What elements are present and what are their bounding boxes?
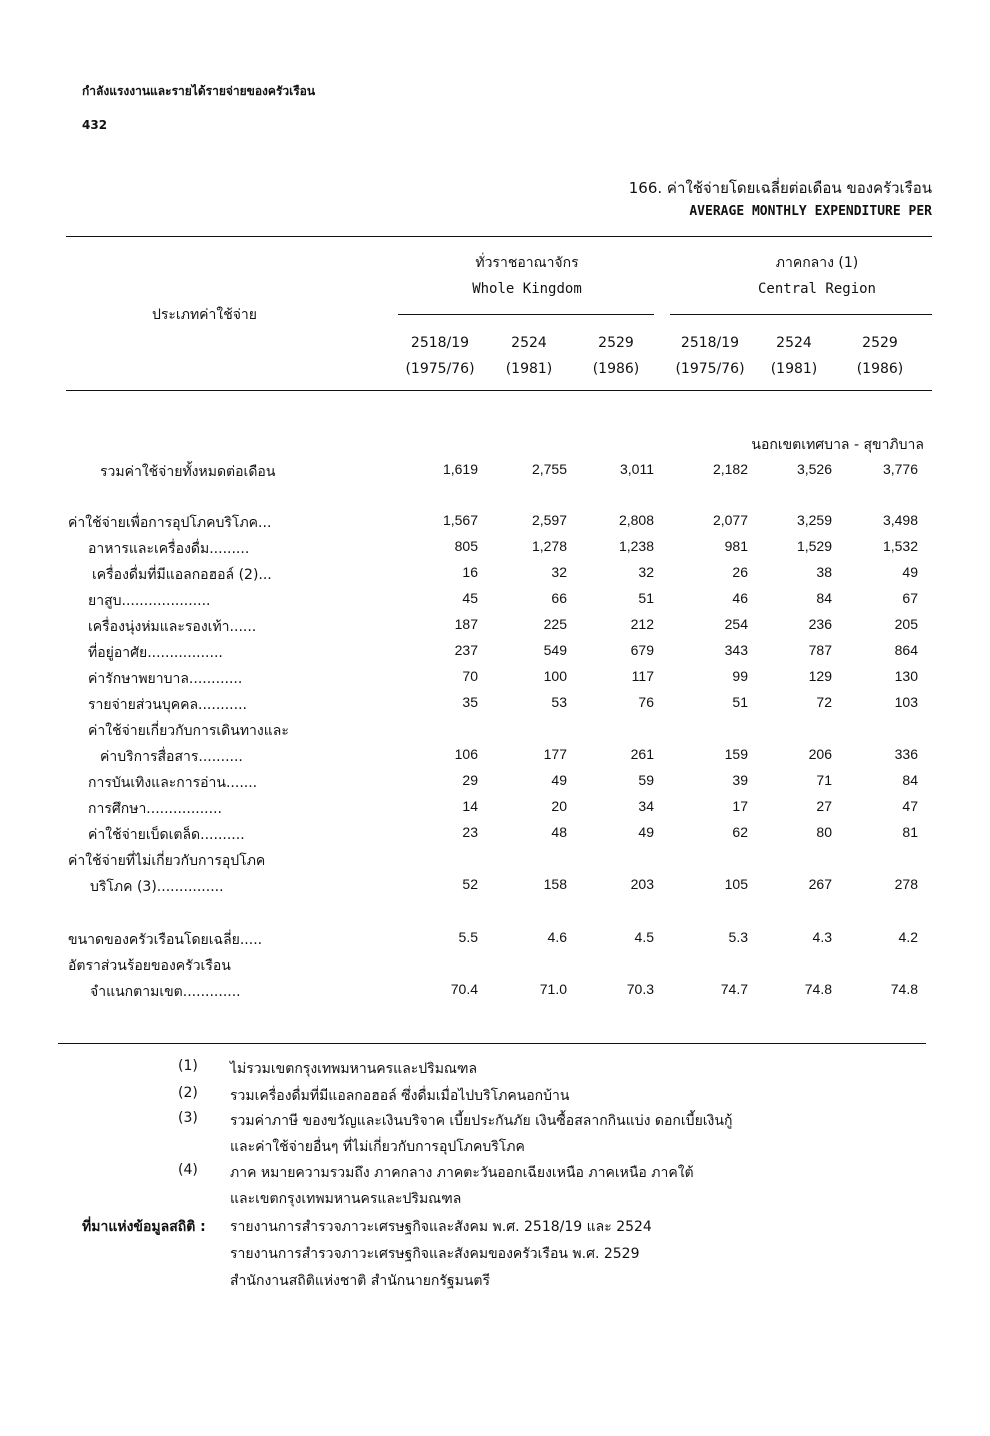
table-cell: 4.3: [812, 929, 832, 945]
table-cell: 206: [808, 746, 832, 762]
group-rule-central-region: [670, 314, 932, 315]
table-cell: 343: [724, 642, 748, 658]
table-row: [0, 512, 990, 538]
table-cell: 49: [638, 824, 654, 840]
table-cell: 3,498: [882, 512, 918, 528]
source-label: ที่มาแห่งข้อมูลสถิติ :: [82, 1219, 206, 1235]
table-cell: 679: [630, 642, 654, 658]
table-cell: 39: [732, 772, 748, 788]
table-cell: 805: [454, 538, 478, 554]
year-be: 2529: [598, 335, 634, 351]
year-ce: (1986): [592, 361, 640, 377]
table-cell: 32: [638, 564, 654, 580]
table-cell: 46: [732, 590, 748, 606]
row-label: รายจ่ายส่วนบุคคล...........: [88, 697, 247, 713]
table-cell: 66: [551, 590, 567, 606]
row-label: เครื่องดื่มที่มีแอลกอฮอล์ (2)...: [92, 567, 272, 583]
group-header-central-region: [690, 250, 944, 302]
table-row: [0, 616, 990, 642]
footnote-text: ภาค หมายความรวมถึง ภาคกลาง ภาคตะวันออกเฉียงเหนือ ภาคเหนือ ภาคใต้: [230, 1165, 694, 1181]
table-cell: 26: [732, 564, 748, 580]
table-cell: 48: [551, 824, 567, 840]
table-cell: 20: [551, 798, 567, 814]
table-cell: 2,597: [531, 512, 567, 528]
table-cell: 4.2: [898, 929, 918, 945]
row-label: จำแนกตามเขต.............: [90, 984, 241, 1000]
table-row: [0, 538, 990, 564]
row-label: ค่าใช้จ่ายเพื่อการอุปโภคบริโภค...: [68, 515, 272, 531]
table-cell: 32: [551, 564, 567, 580]
row-label: รวมค่าใช้จ่ายทั้งหมดต่อเดือน: [100, 464, 276, 480]
year-header: [483, 330, 575, 382]
table-cell: 49: [902, 564, 918, 580]
table-title-thai: 166. ค่าใช้จ่ายโดยเฉลี่ยต่อเดือน ของครัวเรือน: [628, 179, 932, 197]
table-top-rule: [66, 236, 932, 237]
row-label: การศึกษา.................: [88, 801, 222, 817]
row-label: เครื่องนุ่งห่มและรองเท้า......: [88, 619, 257, 635]
table-cell: 103: [894, 694, 918, 710]
table-cell: 35: [462, 694, 478, 710]
table-cell: 81: [902, 824, 918, 840]
table-cell: 254: [724, 616, 748, 632]
year-be: 2518/19: [680, 335, 740, 351]
table-cell: 70.4: [450, 981, 478, 997]
table-cell: 52: [462, 876, 478, 892]
stub-header: ประเภทค่าใช้จ่าย: [152, 307, 257, 323]
table-cell: 278: [894, 876, 918, 892]
table-cell: 1,238: [618, 538, 654, 554]
year-header: [834, 330, 926, 382]
footnote-mark: (2): [178, 1085, 198, 1101]
table-cell: 177: [543, 746, 567, 762]
table-cell: 100: [543, 668, 567, 684]
table-cell: 74.8: [890, 981, 918, 997]
table-cell: 4.6: [547, 929, 567, 945]
table-cell: 84: [816, 590, 832, 606]
table-cell: 74.7: [720, 981, 748, 997]
table-cell: 117: [631, 668, 654, 684]
row-label: อาหารและเครื่องดื่ม.........: [88, 541, 250, 557]
table-cell: 236: [808, 616, 832, 632]
year-be: 2529: [862, 335, 898, 351]
table-cell: 267: [808, 876, 832, 892]
table-cell: 237: [454, 642, 478, 658]
table-cell: 2,808: [618, 512, 654, 528]
table-cell: 1,619: [442, 461, 478, 477]
table-cell: 187: [454, 616, 478, 632]
table-cell: 2,077: [712, 512, 748, 528]
table-row: [0, 564, 990, 590]
year-header: [570, 330, 662, 382]
table-cell: 105: [724, 876, 748, 892]
table-cell: 16: [462, 564, 478, 580]
table-cell: 203: [630, 876, 654, 892]
row-label: อัตราส่วนร้อยของครัวเรือน: [68, 958, 231, 974]
table-cell: 2,755: [531, 461, 567, 477]
table-cell: 99: [732, 668, 748, 684]
table-cell: 70: [462, 668, 478, 684]
table-cell: 159: [724, 746, 748, 762]
source-line: รายงานการสำรวจภาวะเศรษฐกิจและสังคมของครัวเรือน พ.ศ. 2529: [230, 1246, 640, 1262]
table-cell: 549: [543, 642, 567, 658]
table-cell: 1,532: [882, 538, 918, 554]
table-row: [0, 668, 990, 694]
row-label: ขนาดของครัวเรือนโดยเฉลี่ย.....: [68, 932, 263, 948]
table-cell: 84: [902, 772, 918, 788]
table-cell: 129: [808, 668, 832, 684]
table-cell: 261: [630, 746, 654, 762]
year-ce: (1981): [770, 361, 818, 377]
table-row: [0, 929, 990, 955]
year-be: 2524: [511, 335, 547, 351]
table-cell: 3,776: [882, 461, 918, 477]
table-cell: 158: [543, 876, 567, 892]
table-cell: 23: [462, 824, 478, 840]
table-row: [0, 981, 990, 1007]
table-cell: 38: [816, 564, 832, 580]
table-cell: 34: [638, 798, 654, 814]
year-header: [748, 330, 840, 382]
footnote-mark: (4): [178, 1162, 198, 1178]
table-cell: 62: [732, 824, 748, 840]
table-row: [0, 772, 990, 798]
footnote-text: รวมค่าภาษี ของขวัญและเงินบริจาค เบี้ยประกันภัย เงินซื้อสลากกินแบ่ง ดอกเบี้ยเงินกู้: [230, 1113, 733, 1129]
year-ce: (1986): [856, 361, 904, 377]
table-cell: 49: [551, 772, 567, 788]
table-cell: 1,529: [796, 538, 832, 554]
year-ce: (1975/76): [405, 361, 475, 377]
table-cell: 51: [732, 694, 748, 710]
table-cell: 74.8: [804, 981, 832, 997]
table-cell: 212: [630, 616, 654, 632]
table-cell: 3,259: [796, 512, 832, 528]
footnote-text: ไม่รวมเขตกรุงเทพมหานครและปริมณฑล: [230, 1061, 478, 1077]
table-row: [0, 876, 990, 902]
table-bottom-rule: [58, 1043, 926, 1044]
footnote-mark: (1): [178, 1058, 198, 1074]
year-be: 2524: [776, 335, 812, 351]
table-cell: 71.0: [539, 981, 567, 997]
footnote-text: และเขตกรุงเทพมหานครและปริมณฑล: [230, 1191, 462, 1207]
table-cell: 130: [894, 668, 918, 684]
area-label: นอกเขตเทศบาล - สุขาภิบาล: [751, 437, 924, 453]
table-cell: 5.5: [458, 929, 478, 945]
group-english: Central Region: [757, 281, 876, 297]
group-rule-whole-kingdom: [398, 314, 654, 315]
row-label: ค่ารักษาพยาบาล............: [88, 671, 243, 687]
table-row: [0, 694, 990, 720]
row-label: ค่าใช้จ่ายเบ็ดเตล็ด..........: [88, 827, 245, 843]
table-cell: 17: [732, 798, 748, 814]
table-cell: 1,278: [531, 538, 567, 554]
source-line: สำนักงานสถิติแห่งชาติ สำนักนายกรัฐมนตรี: [230, 1273, 491, 1289]
row-label: ค่าใช้จ่ายที่ไม่เกี่ยวกับการอุปโภค: [68, 853, 266, 869]
year-header: [394, 330, 486, 382]
row-label: ยาสูบ....................: [88, 593, 211, 609]
year-be: 2518/19: [410, 335, 470, 351]
table-cell: 5.3: [728, 929, 748, 945]
year-ce: (1975/76): [675, 361, 745, 377]
table-row: [0, 461, 990, 487]
table-cell: 45: [462, 590, 478, 606]
table-cell: 1,567: [442, 512, 478, 528]
group-thai: ภาคกลาง (1): [775, 255, 859, 271]
table-cell: 51: [638, 590, 654, 606]
table-cell: 67: [902, 590, 918, 606]
row-label: บริโภค (3)...............: [90, 879, 224, 895]
table-cell: 225: [543, 616, 567, 632]
table-row: [0, 590, 990, 616]
footnote-text: และค่าใช้จ่ายอื่นๆ ที่ไม่เกี่ยวกับการอุปโภคบริโภค: [230, 1139, 525, 1155]
table-header-rule: [66, 390, 932, 391]
table-cell: 80: [816, 824, 832, 840]
row-label: ค่าบริการสื่อสาร..........: [100, 749, 243, 765]
table-cell: 59: [638, 772, 654, 788]
table-cell: 106: [454, 746, 478, 762]
table-cell: 3,011: [620, 461, 654, 477]
table-cell: 76: [638, 694, 654, 710]
table-cell: 205: [894, 616, 918, 632]
table-row: [0, 824, 990, 850]
group-header-whole-kingdom: [400, 250, 654, 302]
table-row: [0, 642, 990, 668]
table-cell: 53: [551, 694, 567, 710]
footnote-text: รวมเครื่องดื่มที่มีแอลกอฮอล์ ซึ่งดื่มเมื่อไปบริโภคนอกบ้าน: [230, 1088, 570, 1104]
table-cell: 71: [816, 772, 832, 788]
group-english: Whole Kingdom: [472, 281, 582, 297]
table-cell: 70.3: [626, 981, 654, 997]
source-line: รายงานการสำรวจภาวะเศรษฐกิจและสังคม พ.ศ. 2518/19 และ 2524: [230, 1219, 652, 1235]
page-number: 432: [82, 118, 108, 132]
row-label: ค่าใช้จ่ายเกี่ยวกับการเดินทางและ: [88, 723, 289, 739]
year-ce: (1981): [505, 361, 553, 377]
group-thai: ทั่วราชอาณาจักร: [475, 255, 579, 271]
table-cell: 47: [902, 798, 918, 814]
table-cell: 2,182: [712, 461, 748, 477]
table-cell: 864: [894, 642, 918, 658]
table-cell: 72: [816, 694, 832, 710]
table-row: [0, 746, 990, 772]
table-cell: 27: [816, 798, 832, 814]
table-title-english: AVERAGE MONTHLY EXPENDITURE PER: [689, 204, 932, 219]
table-row: [0, 720, 990, 746]
table-row: [0, 850, 990, 876]
row-label: ที่อยู่อาศัย.................: [88, 645, 223, 661]
table-cell: 336: [894, 746, 918, 762]
table-cell: 3,526: [796, 461, 832, 477]
table-row: [0, 798, 990, 824]
running-header: กำลังแรงงานและรายได้รายจ่ายของครัวเรือน: [82, 84, 316, 98]
table-cell: 29: [462, 772, 478, 788]
year-header: [664, 330, 756, 382]
table-row: [0, 955, 990, 981]
table-cell: 787: [808, 642, 832, 658]
row-label: การบันเทิงและการอ่าน.......: [88, 775, 258, 791]
footnote-mark: (3): [178, 1110, 198, 1126]
table-cell: 4.5: [634, 929, 654, 945]
table-cell: 981: [724, 538, 748, 554]
table-cell: 14: [462, 798, 478, 814]
